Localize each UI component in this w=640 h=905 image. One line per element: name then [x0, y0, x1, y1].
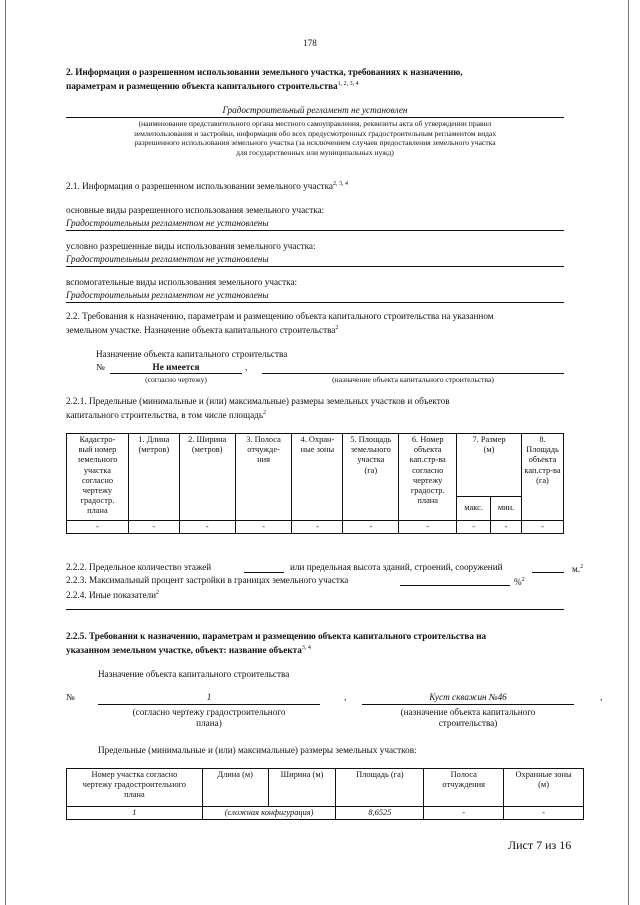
header-object-number: 6. Номер объекта кап.стр-ва согласно чертежу градостр. плана	[399, 434, 457, 521]
regulation-underline	[66, 117, 564, 118]
section-2-2-line1: 2.2. Требования к назначению, параметрам и размещению объекта капитального строительства на указанном	[66, 311, 494, 321]
comma-2: ,	[344, 692, 347, 702]
object-number-underline	[110, 373, 242, 374]
header-alienation-2: Полоса отчуждения	[424, 769, 504, 807]
no-symbol: №	[96, 362, 105, 372]
scan-edge-left	[5, 0, 6, 905]
no-symbol-2: №	[66, 692, 75, 702]
caption-purpose: (назначение объекта капитального строительства)	[332, 375, 494, 384]
percent-blank	[400, 585, 510, 586]
caption-drawing: (согласно чертежу)	[145, 375, 207, 384]
header-protection-zones: 4. Охран- ные зоны	[292, 434, 343, 521]
table-row: 1 (сложная конфигурация) 8,6525 - -	[67, 807, 584, 820]
header-min: мин.	[491, 497, 522, 521]
caption-purpose-2: (назначение объекта капитального строительства)	[400, 707, 536, 728]
comma-3: ,	[600, 692, 603, 702]
purpose-label-2: Назначение объекта капитального строительства	[98, 669, 290, 679]
object-purpose-underline	[262, 373, 564, 374]
other-indicators-underline	[66, 609, 564, 610]
header-plot-area: 5. Площадь земельного участка (га)	[343, 434, 399, 521]
section-2-2-3-unit: %$^2$	[514, 577, 525, 588]
header-width: 2. Ширина (метров)	[179, 434, 235, 521]
use-main-underline	[66, 230, 564, 231]
section-2-2-5-line1: 2.2.5. Требования к назначению, параметрам и размещению объекта капитального строительства на	[66, 631, 487, 641]
scan-edge-right	[628, 0, 629, 905]
header-length: 1. Длина (метров)	[128, 434, 179, 521]
object-number-value-2: 1	[206, 692, 212, 702]
header-object-area: 8. Площадь объекта кап.стр-ва (га)	[521, 434, 563, 521]
section-2-2-line2: земельном участке. Назначение объекта капитального строительства$^2$	[66, 325, 339, 336]
header-width-2: Ширина (м)	[268, 769, 336, 807]
object-name-underline	[362, 704, 574, 705]
section-2-2-2-part2: или предельная высота зданий, строений, сооружений	[290, 562, 503, 572]
header-length-2: Длина (м)	[202, 769, 268, 807]
header-cadastral: Кадастро- вый номер земельного участка согласно чертежу градостр. плана	[67, 434, 129, 521]
use-auxiliary-value: Градостроительным регламентом не установлены	[66, 290, 269, 300]
regulation-value: Градостроительный регламент не установлен	[222, 105, 408, 115]
object-number-underline-2	[98, 704, 320, 705]
section-2-2-3: 2.2.3. Максимальный процент застройки в границах земельного участка	[66, 575, 349, 585]
use-main-label: основные виды разрешенного использования земельного участка:	[66, 205, 325, 215]
regulation-note: (наименование представительного органа местного самоуправления, реквизиты акта об утверждении правил землепользования и застройки, информация обо всех предусмотренных градостроительным регламентом видах разрешенного использования земельного участка (за исключением случаев предоставления земельного участка для государственных или муниципальных нужд)	[133, 119, 497, 157]
header-area-2: Площадь (га)	[336, 769, 424, 807]
use-conditional-underline	[66, 266, 564, 267]
comma: ,	[245, 362, 248, 372]
purpose-label: Назначение объекта капитального строительства	[96, 349, 288, 359]
table-row: - - - - - - - - - -	[67, 521, 564, 534]
header-size: 7. Размер (м)	[457, 434, 522, 497]
section-2-2-2-part1: 2.2.2. Предельное количество этажей	[66, 562, 212, 572]
header-max: макс.	[457, 497, 491, 521]
use-conditional-label: условно разрешенные виды использования земельного участка:	[66, 241, 316, 251]
page-number: 178	[303, 38, 317, 48]
use-conditional-value: Градостроительным регламентом не установлены	[66, 254, 269, 264]
section-2-2-1-line2: капитального строительства, в том числе площадь$^2$	[66, 410, 267, 421]
section-2-heading-line2: параметрам и размещению объекта капитального строительства$^{1, 2, 3, 4}$	[66, 81, 359, 92]
use-main-value: Градостроительным регламентом не установлены	[66, 218, 269, 228]
header-alienation-strip: 3. Полоса отчужде- ния	[235, 434, 292, 521]
header-plot-number: Номер участка согласно чертежу градостроительного плана	[67, 769, 203, 807]
object-number-value: Не имеется	[152, 362, 200, 372]
land-plot-size-table	[66, 433, 564, 534]
section-2-2-1-line1: 2.2.1. Предельные (минимальные и (или) максимальные) размеры земельных участков и объектов	[66, 396, 450, 406]
section-2-2-2-unit: м.$^2$	[572, 564, 584, 575]
floors-blank	[244, 572, 284, 573]
section-2-2-4: 2.2.4. Иные показатели$^2$	[66, 590, 160, 601]
section-2-1-title: 2.1. Информация о разрешенном использовании земельного участка$^{2, 3, 4}$	[66, 181, 348, 192]
height-blank	[532, 572, 564, 573]
section-2-heading-line1: 2. Информация о разрешенном использовании земельного участка, требованиях к назначению,	[66, 67, 463, 77]
header-protection-2: Охранные зоны (м)	[504, 769, 584, 807]
caption-drawing-2: (согласно чертежу градостроительного плана)	[132, 707, 286, 728]
use-auxiliary-label: вспомогательные виды использования земельного участка:	[66, 277, 298, 287]
land-plot-table-2	[66, 768, 584, 820]
section-2-2-5-line2: указанном земельном участке, объект: название объекта$^{3, 4}$	[66, 645, 311, 656]
use-auxiliary-underline	[66, 302, 564, 303]
limits-label: Предельные (минимальные и (или) максимальные) размеры земельных участков:	[98, 745, 417, 755]
object-name-value: Куст скважин №46	[429, 692, 507, 702]
footer-sheet-number: Лист 7 из 16	[508, 838, 572, 852]
